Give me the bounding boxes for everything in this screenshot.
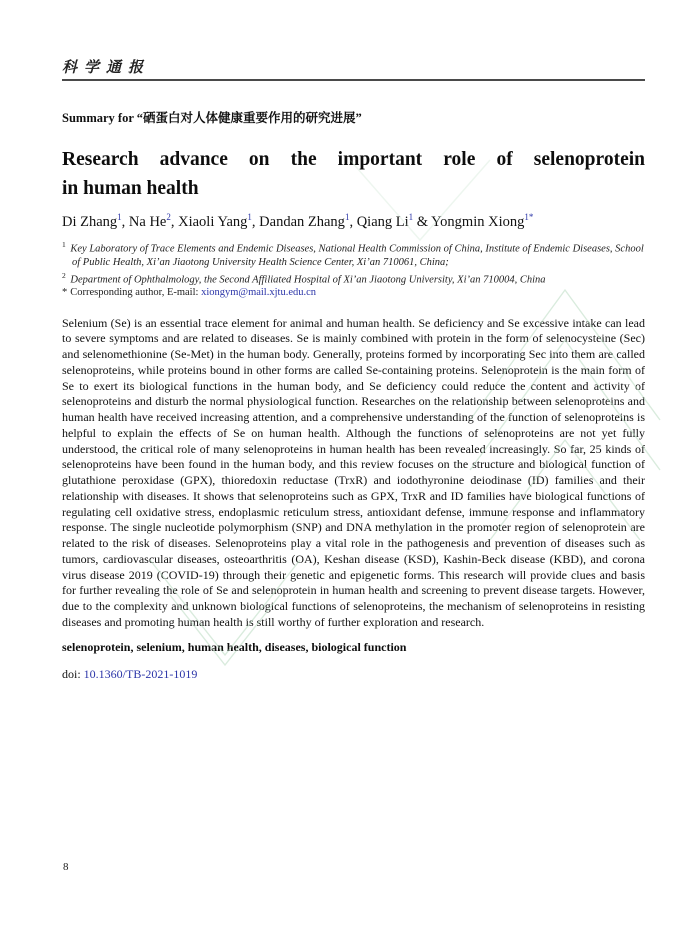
affiliation-row: $^2$ Department of Ophthalmology, the Second Affiliated Hospital of Xi’an Jiaotong University, Xi’an 710004, China: [62, 270, 546, 286]
header-rule: [62, 79, 645, 81]
author-affiliation-superscript: 1: [247, 212, 252, 222]
corresponding-marker: *: [62, 287, 68, 299]
author-line: Di Zhang$^1$, Na He$^2$, Xiaoli Yang$^1$, Dandan Zhang$^1$, Qiang Li$^1$ & Yongmin Xiong$^{1*}$: [62, 212, 534, 230]
doi-line: [62, 667, 645, 682]
corresponding-label: Corresponding author, E-mail:: [70, 287, 202, 299]
corresponding-note: [62, 286, 645, 299]
author-name: Xiaoli Yang$^1$: [178, 212, 252, 230]
author-affiliation-superscript: 1: [117, 212, 122, 222]
author-affiliation-superscript: 1*: [524, 212, 534, 222]
journal-logo: 科学通报: [62, 58, 151, 76]
page-number: 8: [63, 861, 69, 873]
author-affiliation-superscript: 1: [344, 212, 350, 222]
article-title-line1: Research advance on the important role of selenoprotein: [62, 149, 645, 170]
article-title: [62, 145, 645, 203]
summary-prefix: Summary for: [62, 111, 137, 125]
affiliation-row: $^1$ Key Laboratory of Trace Elements and Endemic Diseases, National Health Commission of China, Institute of Endemic Diseases, School of Public Health, Xi’an Jiaotong University Health Science Center, Xi’an 710061, China;: [62, 239, 644, 268]
author-name: Di Zhang$^1$: [62, 212, 122, 230]
journal-header: [62, 56, 645, 81]
author-affiliation-superscript: 2: [166, 212, 171, 222]
author-name: Qiang Li$^1$: [356, 212, 414, 230]
affiliation-list: [62, 238, 645, 300]
affiliation-marker: 1: [62, 239, 66, 249]
keywords-line: selenoprotein, selenium, human health, diseases, biological function: [62, 639, 407, 654]
doi-link[interactable]: 10.1360/TB-2021-1019: [83, 666, 198, 681]
abstract-text: Selenium (Se) is an essential trace element for animal and human health. Se deficiency and Se excessive intake can lead to severe symptoms and are related to diseases. Se is mainly combined with protein in the form of selenocysteine (Sec) and selenomethionine (Se-Met) in the human body. Generally, proteins formed by incorporating Sec into them are called selenoproteins, while proteins bound in other forms are called Se-containing proteins. Selenoprotein is the main form of Se to exert its biological functions in the human body, and Se deficiency could reduce the content and activity of selenoproteins and disturb the normal physiological function. Researches on the relationship between selenoproteins and human health have received increasing attention, and a comprehensive understanding of the function of selenoproteins is helpful to explain the effects of Se on human health. Although the functions of selenoproteins are not yet fully understood, the critical role of many selenoproteins in human health has been revealed increasingly. So far, 25 kinds of selenoproteins have been found in the human body, and this review focuses on the structure and biological function of glutathione peroxidase (GPX), thioredoxin reductase (TrxR) and iodothyronine deiodinase (ID) families and their relationship with diseases. It shows that selenoproteins such as GPX, TrxR and ID families have biological functions of regulating cell oxidative stress, endoplasmic reticulum stress, antioxidant defense, immune response and inflammatory response. The single nucleotide polymorphism (SNP) and DNA methylation in the promoter region of selenoprotein are related to the risk of diseases. Selenoproteins play a vital role in the pathogenesis and prevention of diseases such as tumors, cardiovascular diseases, osteoarthritis (OA), Keshan disease (KSD), Kashin-Beck disease (KBD), and corona virus disease 2019 (COVID-19) through their genetic and epigenetic forms. This research will provide clues and basis for further revealing the role of Se and selenoprotein in human health and screening to prevent disease targets. However, due to the complexity and unknown biological functions of selenoproteins, the mechanism of selenoproteins in resisting diseases and promoting human health is still worthy of further exploration and research.: [62, 315, 645, 629]
author-affiliation-superscript: 1: [408, 212, 414, 222]
doi-label: doi:: [62, 666, 84, 681]
email-link[interactable]: xiongym@mail.xjtu.edu.cn: [201, 287, 317, 299]
author-name: Yongmin Xiong$^{1*}$: [431, 212, 534, 230]
affiliation-marker: 2: [62, 270, 66, 280]
article-title-line2: in human health: [62, 178, 199, 199]
summary-line: [62, 108, 645, 126]
author-name: Dandan Zhang$^1$: [259, 212, 350, 230]
author-name: Na He$^2$: [128, 212, 171, 230]
summary-chinese-title: “硒蛋白对人体健康重要作用的研究进展”: [136, 111, 362, 125]
